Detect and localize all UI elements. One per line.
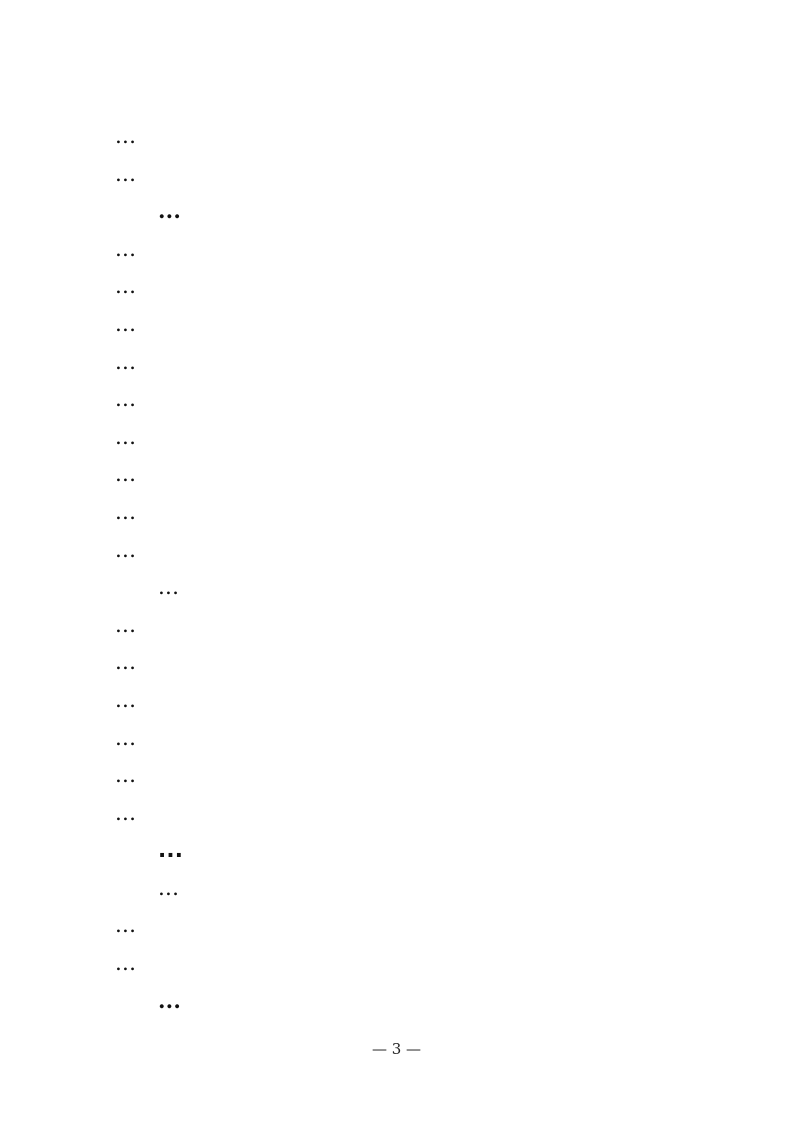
subsection-heading-one: ...: [158, 988, 182, 1014]
text-line: [115, 193, 687, 231]
subsection-heading-three: ...: [158, 199, 182, 225]
paragraph-continuation: [115, 118, 687, 193]
text-line: ...: [115, 687, 137, 713]
text-line: ...: [115, 725, 137, 751]
text-line: ...: [115, 349, 137, 375]
paragraph-intro-section-two: [115, 870, 687, 983]
text-line: ...: [115, 462, 137, 488]
text-line: ...: [115, 424, 137, 450]
text-line: ...: [115, 913, 137, 939]
section-heading-two: ...: [158, 838, 184, 864]
text-line: ...: [115, 800, 137, 826]
document-page: [115, 118, 687, 1020]
text-line: ...: [158, 875, 180, 901]
text-line: ...: [115, 499, 137, 525]
text-line: ...: [115, 236, 137, 262]
text-line: ...: [115, 763, 137, 789]
text-line: ...: [115, 161, 137, 187]
paragraph-core-points: [115, 569, 687, 832]
text-line: ...: [115, 274, 137, 300]
text-line: ...: [158, 575, 180, 601]
paragraph-section-three: [115, 193, 687, 569]
page-number: — 3 —: [371, 1040, 422, 1058]
text-line: ...: [115, 650, 137, 676]
text-line: ...: [115, 124, 137, 149]
text-line: ...: [115, 951, 137, 977]
text-line: ...: [115, 537, 137, 563]
text-line: ...: [115, 612, 137, 638]
text-line: ...: [115, 387, 137, 413]
text-line: ...: [115, 311, 137, 337]
